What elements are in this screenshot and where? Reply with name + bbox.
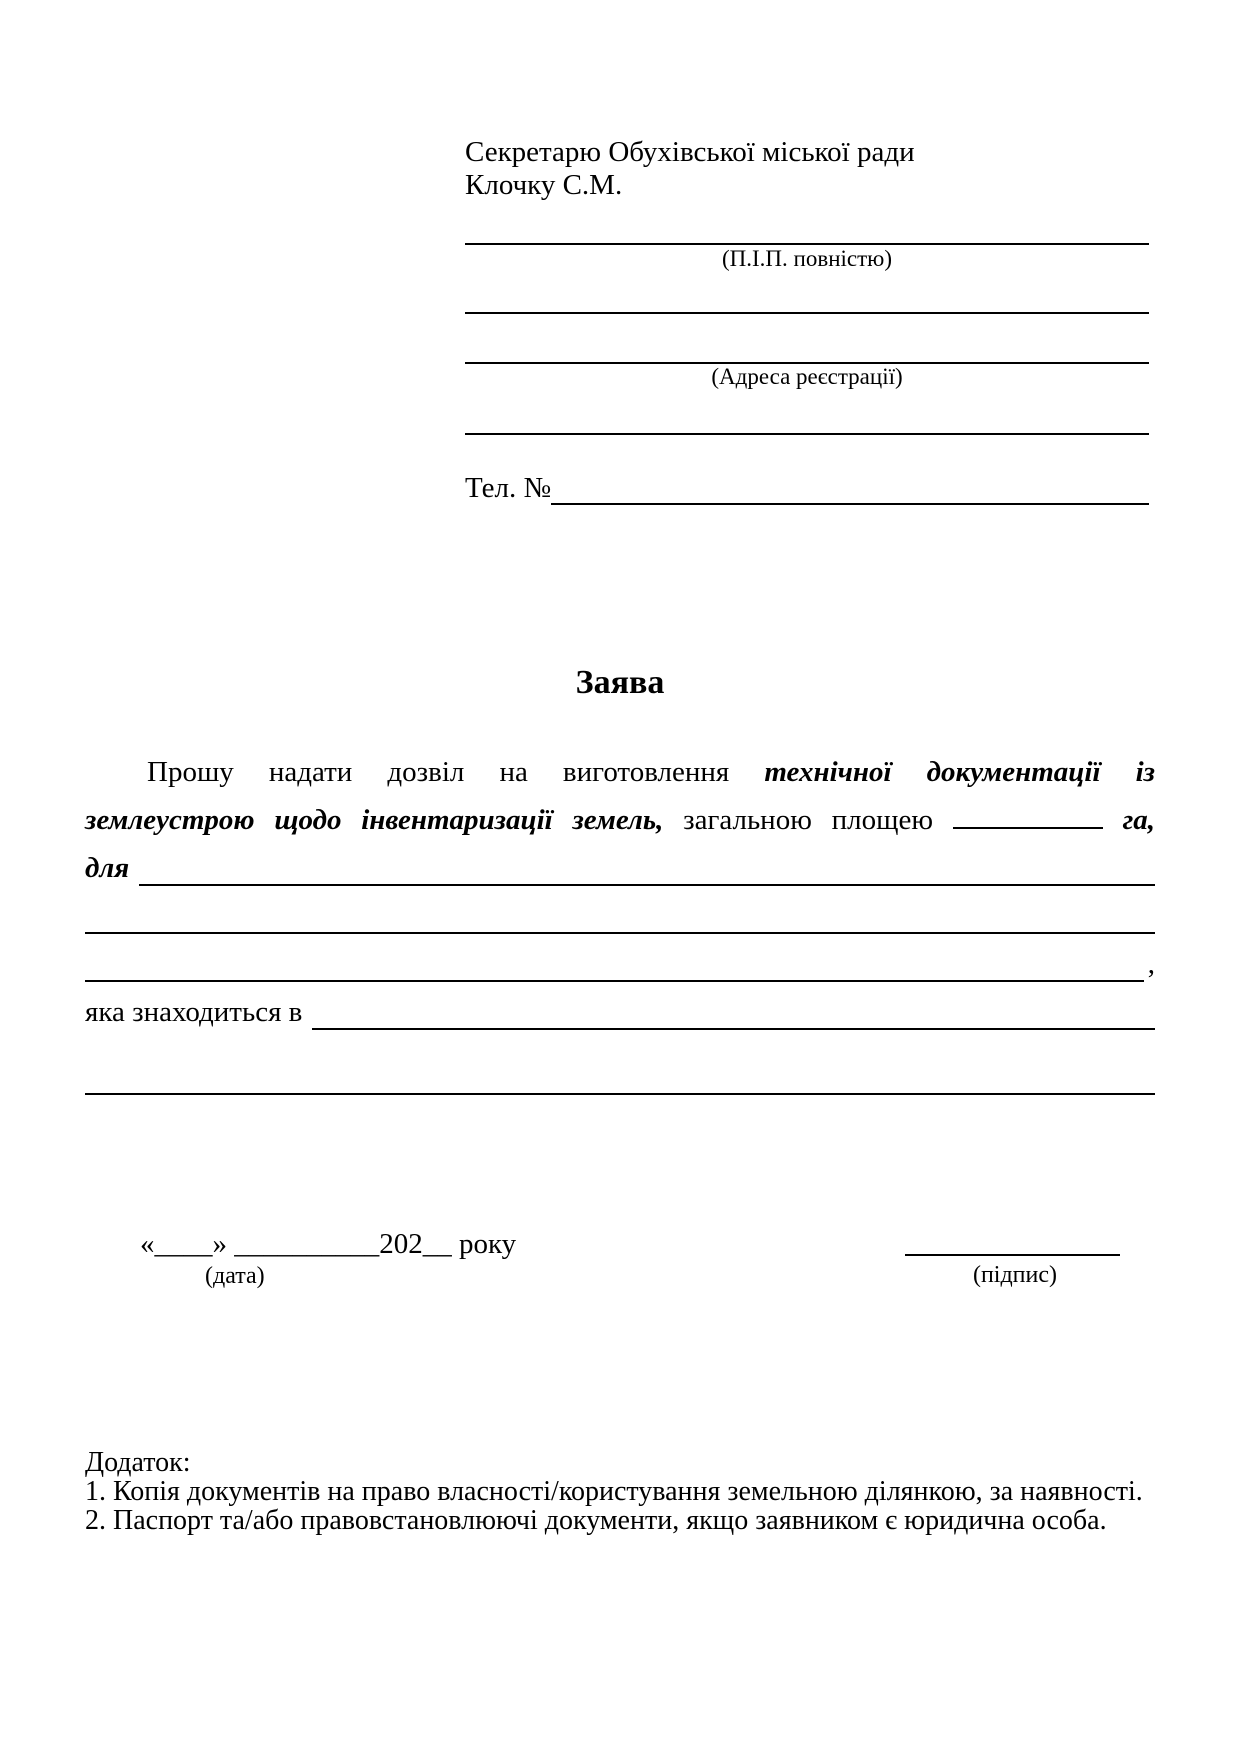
signature-caption: (підпис) — [972, 1262, 1058, 1288]
area-blank-line — [953, 827, 1103, 829]
signature-blank-line — [905, 1236, 1120, 1256]
appendix-item: 2. Паспорт та/або правовстановлюючі документи, якщо заявником є юридична особа. — [85, 1505, 1107, 1536]
document-title: Заява — [575, 664, 665, 701]
phone-row — [465, 472, 1149, 505]
fullname-caption: (П.І.П. повністю) — [721, 246, 892, 271]
body-line-2-emphasis: землеустрою щодо інвентаризації земель, — [85, 804, 664, 836]
address-blank-line — [465, 314, 1149, 364]
location-label: яка знаходиться в — [85, 996, 303, 1028]
addressee-block — [465, 136, 1149, 505]
body-line-5 — [85, 940, 1155, 988]
blank-line — [85, 892, 1155, 934]
phone-blank-line — [551, 472, 1149, 505]
body-line-2-regular: загальною площею — [683, 804, 933, 836]
body-line-1-regular: Прошу надати дозвіл на виготовлення — [147, 756, 730, 788]
purpose-blank-line — [139, 844, 1155, 886]
phone-label: Тел. № — [465, 472, 552, 504]
blank-line — [85, 940, 1144, 982]
body-line-6 — [85, 988, 1155, 1036]
area-unit-label: га, — [1122, 804, 1156, 836]
addressee-recipient-name: Клочку С.М. — [465, 169, 623, 201]
body-line-2 — [85, 796, 1155, 844]
purpose-label: для — [85, 852, 130, 884]
blank-line — [85, 1053, 1155, 1095]
date-line: «____» __________202__ року — [140, 1228, 517, 1260]
body-line-1 — [85, 748, 1155, 796]
date-signature-row — [85, 1228, 1155, 1308]
body-line-4 — [85, 892, 1155, 940]
date-caption: (дата) — [205, 1263, 265, 1289]
appendix-block — [85, 1448, 1160, 1535]
fullname-blank-line — [465, 202, 1149, 245]
appendix-heading: Додаток: — [85, 1447, 191, 1478]
addressee-recipient: Секретарю Обухівської міської ради — [465, 136, 915, 168]
body-line-1-emphasis: технічної документації із — [764, 756, 1155, 788]
body-paragraph — [85, 748, 1155, 1101]
appendix-item: 1. Копія документів на право власності/користування земельною ділянкою, за наявності. — [85, 1476, 1143, 1507]
location-blank-line — [312, 988, 1155, 1030]
blank-line — [465, 390, 1149, 435]
blank-line — [465, 272, 1149, 314]
address-caption: (Адреса реєстрації) — [711, 364, 903, 389]
body-line-3 — [85, 844, 1155, 892]
body-line-7 — [85, 1053, 1155, 1101]
trailing-comma: , — [1147, 948, 1155, 980]
